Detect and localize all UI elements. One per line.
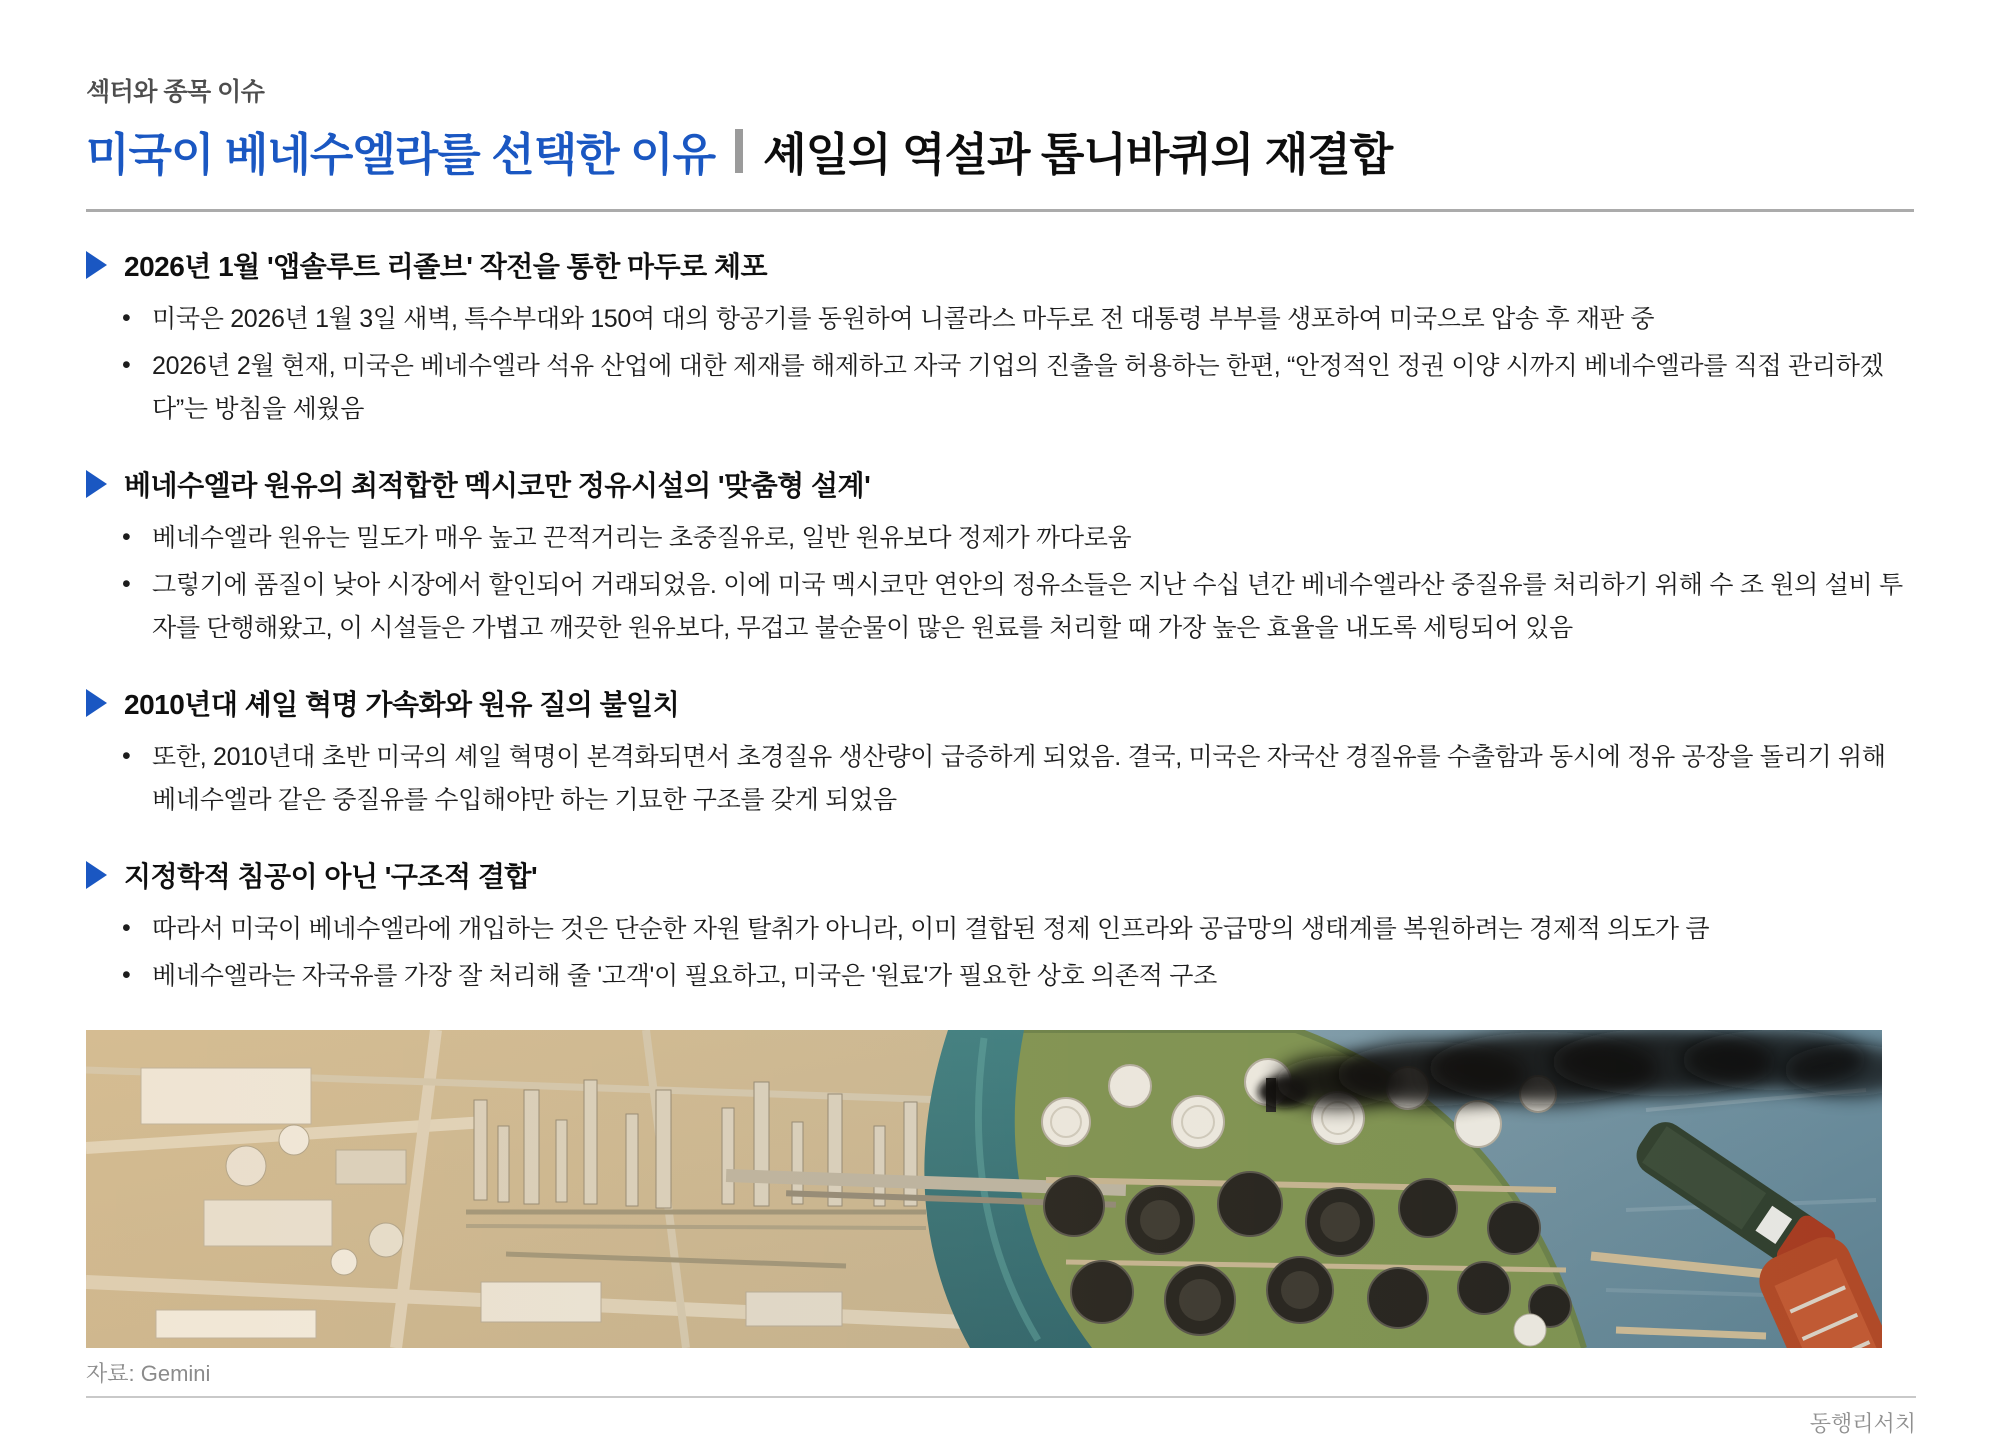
bullet-item: • 그렇기에 품질이 낮아 시장에서 할인되어 거래되었음. 이에 미국 멕시코만 연안의 정유소들은 지난 수십 년간 베네수엘라산 중질유를 처리하기 위해 수 조 원의 설비 투자를 단행해왔고, 이 시설들은 가볍고 깨끗한 원유보다, 무겁고 불순물이 많은 원료를 처리할 때 가장 높은 효율을 내도록 세팅되어 있음 — [152, 564, 1914, 650]
section-heading-text: 지정학적 침공이 아닌 '구조적 결합' — [124, 861, 538, 892]
section-structural-coupling — [86, 855, 1914, 998]
refinery-aerial-photo — [86, 1030, 1882, 1348]
section-heading-text: 2026년 1월 '앱솔루트 리졸브' 작전을 통한 마두로 체포 — [124, 251, 768, 282]
section-heading — [86, 464, 1914, 504]
brand-label: 동행리서치 — [1809, 1411, 1916, 1436]
page-title-secondary: 셰일의 역설과 톱니바퀴의 재결합 — [763, 129, 1393, 180]
bullet-item: • 베네수엘라 원유는 밀도가 매우 높고 끈적거리는 초중질유로, 일반 원유보다 정제가 까다로움 — [152, 517, 1914, 560]
footer-rule — [86, 1396, 1916, 1398]
title-divider — [735, 129, 743, 173]
eyebrow-label: 섹터와 종목 이슈 — [86, 78, 265, 106]
section-maduro-arrest — [86, 245, 1914, 431]
bullet-item: • 따라서 미국이 베네수엘라에 개입하는 것은 단순한 자원 탈취가 아니라, 이미 결합된 정제 인프라와 공급망의 생태계를 복원하려는 경제적 의도가 큼 — [152, 908, 1914, 951]
bullet-item: • 2026년 2월 현재, 미국은 베네수엘라 석유 산업에 대한 제재를 해제하고 자국 기업의 진출을 허용하는 한편, “안정적인 정권 이양 시까지 베네수엘라를 직접 관리하겠다”는 방침을 세웠음 — [152, 345, 1914, 431]
photo-source-caption: 자료: Gemini — [86, 1361, 211, 1386]
bullet-list — [86, 298, 1914, 431]
section-heading — [86, 855, 1914, 895]
bullet-item: • 미국은 2026년 1월 3일 새벽, 특수부대와 150여 대의 항공기를 동원하여 니콜라스 마두로 전 대통령 부부를 생포하여 미국으로 압송 후 재판 중 — [152, 298, 1914, 341]
section-refinery-design — [86, 464, 1914, 650]
triangle-bullet-icon — [86, 470, 107, 498]
section-heading — [86, 245, 1914, 285]
triangle-bullet-icon — [86, 861, 107, 889]
refinery-aerial-photo-illustration — [86, 1030, 1882, 1348]
bullet-item: • 또한, 2010년대 초반 미국의 셰일 혁명이 본격화되면서 초경질유 생산량이 급증하게 되었음. 결국, 미국은 자국산 경질유를 수출함과 동시에 정유 공장을 돌리기 위해 베네수엘라 같은 중질유를 수입해야만 하는 기묘한 구조를 갖게 되었음 — [152, 736, 1914, 822]
bullet-list — [86, 736, 1914, 822]
triangle-bullet-icon — [86, 251, 107, 279]
page-title — [86, 118, 1914, 183]
bullet-item: • 베네수엘라는 자국유를 가장 잘 처리해 줄 '고객'이 필요하고, 미국은 '원료'가 필요한 상호 의존적 구조 — [152, 955, 1914, 998]
section-heading-text: 2010년대 셰일 혁명 가속화와 원유 질의 불일치 — [124, 689, 680, 720]
section-heading — [86, 683, 1914, 723]
triangle-bullet-icon — [86, 689, 107, 717]
section-heading-text: 베네수엘라 원유의 최적합한 멕시코만 정유시설의 '맞춤형 설계' — [124, 470, 871, 501]
bullet-list — [86, 908, 1914, 998]
header-rule — [86, 209, 1914, 212]
page-title-primary: 미국이 베네수엘라를 선택한 이유 — [86, 129, 716, 180]
bullet-list — [86, 517, 1914, 650]
section-shale-revolution — [86, 683, 1914, 822]
